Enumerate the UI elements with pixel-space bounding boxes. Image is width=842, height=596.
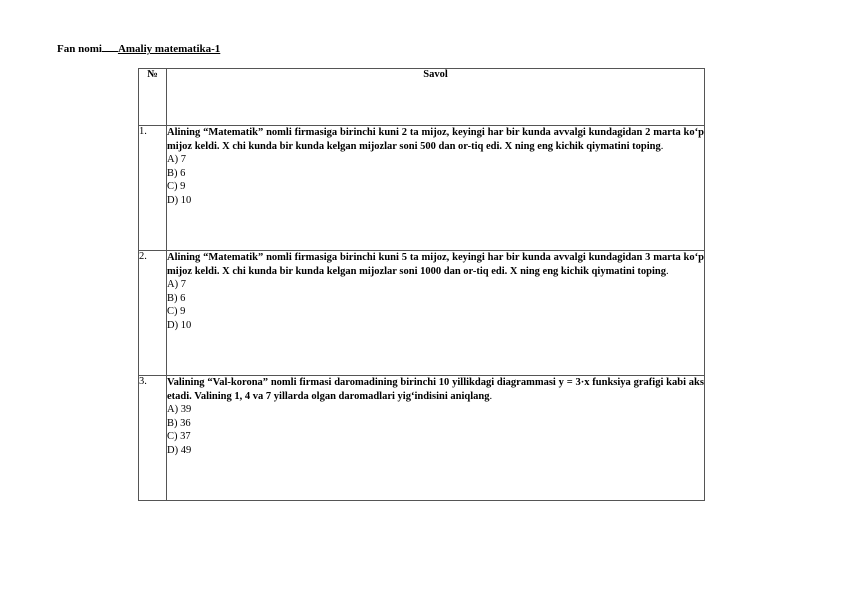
table-header-row [139,69,705,126]
question-number: 3. [139,376,167,501]
option-a: A) 7 [167,279,186,290]
option-a: A) 39 [167,404,192,415]
option-c: C) 9 [167,306,186,317]
column-header-number: № [139,69,167,126]
questions-table [138,68,705,501]
question-number: 1. [139,126,167,251]
table-row [139,376,705,501]
option-b: B) 6 [167,167,186,179]
subject-blank [102,42,118,52]
option-c: C) 37 [167,431,191,442]
column-header-question: Savol [167,69,705,126]
question-stem: Alining “Matematik” nomli firmasiga birinchi kuni 2 ta mijoz, keyingi har bir kunda avvalgi kundagidan 2 marta ko‘p mijoz keldi. X chi kunda bir kunda kelgan mijozlar soni 500 dan or-tiq edi. X ning eng kichik qiymatini toping. [167,127,704,152]
question-number: 2. [139,251,167,376]
option-b: B) 6 [167,292,186,304]
option-c: C) 9 [167,181,186,192]
question-stem: Alining “Matematik” nomli firmasiga birinchi kuni 5 ta mijoz, keyingi har bir kunda avvalgi kundagidan 3 marta ko‘p mijoz keldi. X chi kunda bir kunda kelgan mijozlar soni 1000 dan or-tiq edi. X ning eng kichik qiymatini toping. [167,252,704,277]
table-row [139,126,705,251]
question-cell [167,376,705,501]
option-a: A) 7 [167,154,186,165]
subject-name: Amaliy matematika-1 [117,43,221,55]
question-stem: Valining “Val-korona” nomli firmasi daromadining birinchi 10 yillikdagi diagrammasi y = 3·x funksiya grafigi kabi aks etadi. Valining 1, 4 va 7 yillarda olgan daromadlari yig‘indisini aniqlang. [167,377,704,402]
question-cell [167,251,705,376]
option-d: D) 10 [167,319,192,331]
subject-label: Fan nomi [57,43,102,55]
table-row [139,251,705,376]
question-cell [167,126,705,251]
subject-line [57,42,220,55]
option-d: D) 10 [167,194,192,206]
option-d: D) 49 [167,444,192,456]
option-b: B) 36 [167,417,191,429]
